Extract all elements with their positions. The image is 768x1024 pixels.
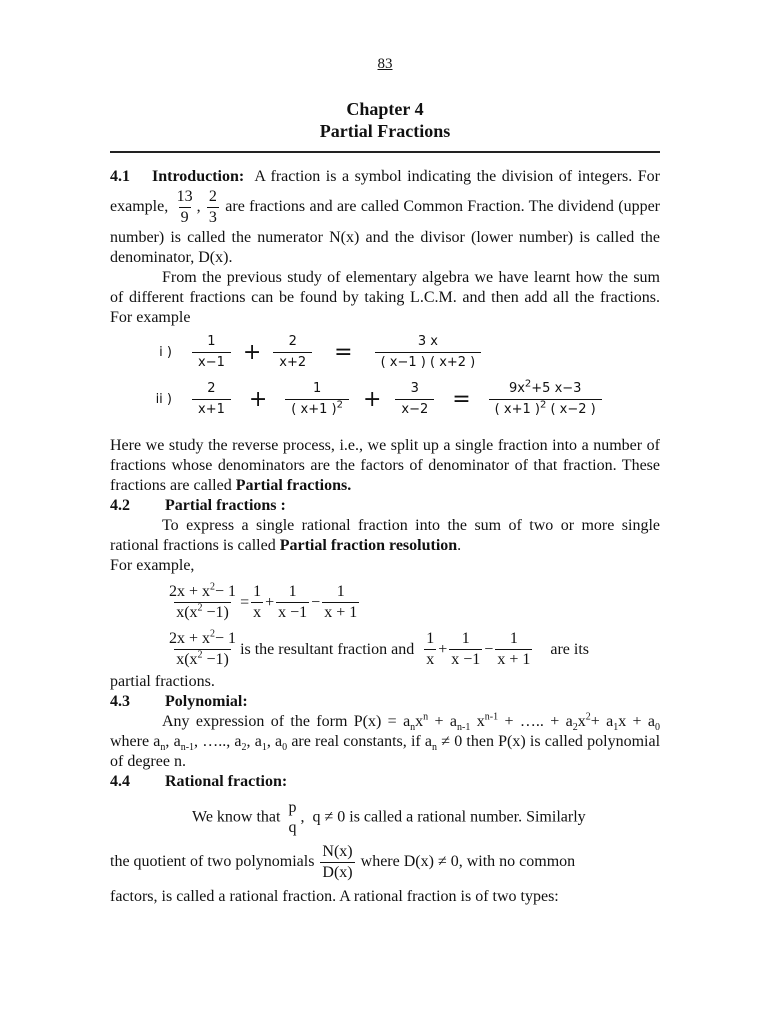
reverse-process-paragraph: Here we study the reverse process, i.e., we split up a single fraction into a number of fractions whose denominators are the factors of denominator of that fraction. These fractions are called Partial fractions. [110, 437, 660, 494]
document-page [110, 50, 660, 907]
lcm-paragraph: From the previous study of elementary algebra we have learnt how the sum of different fractions can be found by taking L.C.M. and then add all the fractions. For example [110, 269, 660, 326]
section-4-4-heading: 4.4 Rational fraction: [110, 773, 288, 790]
section-4-3-heading: 4.3 Polynomial: [110, 693, 248, 710]
are-its-text: are its [550, 640, 590, 658]
chapter-subtitle: Partial Fractions [319, 121, 451, 141]
fraction-13-9: $\frac{13}{9}$ [176, 188, 193, 226]
fraction-2-3: $\frac{2}{3}$ [208, 188, 217, 226]
intro-paragraph: 4.1 Introduction: A fraction is a symbol indicating the division of integers. For example, $\frac{13}{9}$ , $\frac{2}{3}$ are fractions and are called Common Fraction. The dividend (upper number) is called the numerator N(x) and the divisor (lower number) is called the denominator, D(x). [110, 168, 661, 266]
example-1-label: i ) [159, 344, 172, 360]
resolution-paragraph: To express a single rational fraction into the sum of two or more single rational fractions is called Partial fraction resolution. [110, 517, 660, 554]
rational-fraction-line: the quotient of two polynomials $\frac{N(x)}{D(x)}$ where D(x) ≠ 0, with no common [110, 843, 576, 881]
page-number: 83 [377, 56, 393, 72]
intro-text-1: A fraction is a symbol indicating the division of integers. For example, [110, 168, 661, 216]
section-4-1-number: 4.1 [110, 168, 130, 185]
example-2-label: ii ) [155, 391, 172, 407]
resultant-fraction-line: $\frac{2x + x^2- 1}{x(x^2 -1)}$ is the resultant fraction and $\frac{1}{x}$ + $\frac{1}{x -1}$ − $\frac{1}{x + 1}$ are its [169, 628, 590, 668]
polynomial-paragraph: Any expression of the form $P(x) = a_nx^n + a_{n-1}$ $x^{n-1}$ + ….. + $a_2x^2+ a_1x + a_0$ where $a_n$, $a_{n-1}$, ….., $a_2$, $a_1$, $a_0$ are real constants, if $a_n \ne 0$ then P(x) is called polynomial of degree n. [110, 711, 661, 770]
rational-number-line: We know that p q , q ≠ 0 is called a rational number. Similarly [192, 799, 586, 836]
section-4-2-heading: 4.2 Partial fractions : [110, 497, 286, 514]
partial-fractions-term: Partial fractions. [235, 477, 352, 494]
for-example-text: For example, [110, 557, 195, 574]
example-equation-1: i ) $\frac{1}{x-1}$ + $\frac{2}{x+2}$ = $\frac{3 x}{( x-1 ) ( x+2 )}$ [110, 332, 660, 373]
resultant-text: is the resultant fraction and [240, 640, 415, 658]
partial-fractions-text: partial fractions. [110, 673, 215, 690]
rational-fraction-types-line: factors, is called a rational fraction. A rational fraction is of two types: [110, 888, 559, 905]
example-equation-2: ii ) $\frac{2}{x+1}$ + $\frac{1}{( x+1 )^2}$ + $\frac{3}{x-2}$ = $\frac{9x^2+5 x-3}{( x+1 )^2 ( x-2 )}$ [110, 379, 660, 420]
chapter-title: Chapter 4 [346, 99, 424, 119]
intro-text-2: are fractions and are called Common Fraction. The dividend (upper number) is called the numerator N(x) and the divisor (lower number) is called the denominator, D(x). [110, 198, 661, 266]
partial-fraction-equation: $\frac{2x + x^2- 1}{x(x^2 -1)}$ = $\frac{1}{x}$ + $\frac{1}{x -1}$ − $\frac{1}{x + 1}$ [169, 581, 358, 621]
section-4-1-title: Introduction: [152, 168, 245, 185]
resolution-term: Partial fraction resolution [279, 537, 458, 554]
title-divider [110, 151, 660, 153]
